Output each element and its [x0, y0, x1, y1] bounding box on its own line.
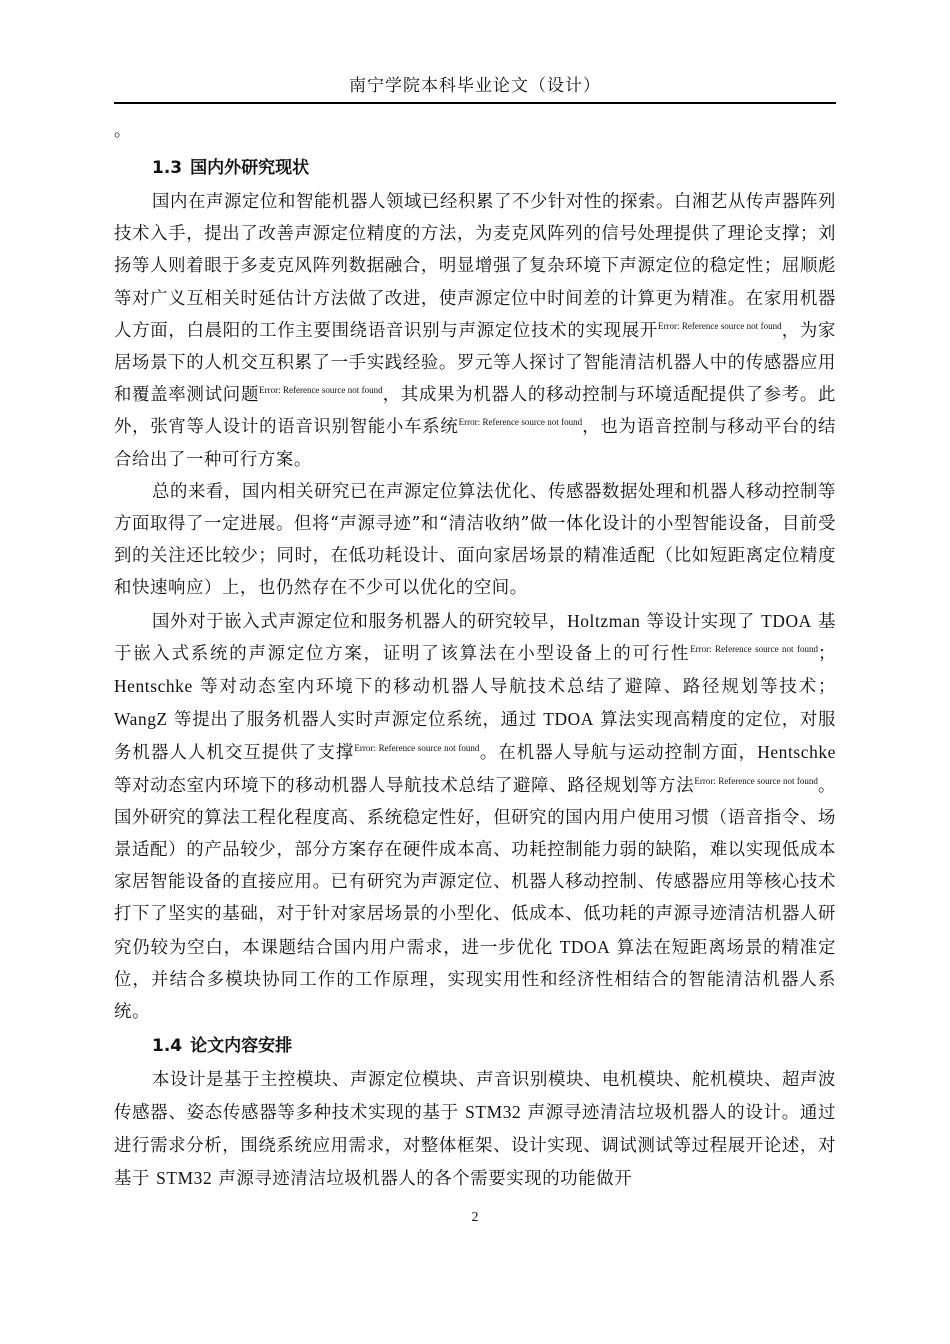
- previous-page-continuation: 。: [114, 121, 131, 141]
- text-run: Hentschke: [114, 676, 193, 697]
- section-heading-1-4: [114, 1028, 836, 1064]
- text-run: 算法实现高精度的定位，对服务机器人人机交互提供了支撑: [114, 710, 836, 764]
- paragraph-domestic-summary: 总的来看，国内相关研究已在声源定位算法优化、传感器数据处理和机器人移动控制等方面取得了一定进展。但将“声源寻迹”和“清洁收纳”做一体化设计的小型智能设备，目前受到的关注还比较少；同时，在低功耗设计、面向家居场景的精准适配（比如短距离定位精度和快速响应）上，也仍然存在不少可以优化的空间。: [114, 481, 836, 599]
- paragraph-foreign-research: [114, 605, 836, 1029]
- page-header-title: 南宁学院本科毕业论文（设计）: [349, 76, 601, 96]
- text-run: STM32: [156, 1167, 213, 1188]
- text-run: 基于嵌入式系统的声源定位方案，证明了该算法在小型设备上的可行性: [114, 611, 837, 664]
- section-number: 1.3: [152, 158, 183, 178]
- text-run: 国外对于嵌入式声源定位和服务机器人的研究较早，: [152, 611, 568, 632]
- section-title: 论文内容安排: [190, 1036, 293, 1057]
- reference-error-marker[interactable]: Error: Reference source not found: [694, 775, 818, 786]
- text-run: ，也为语音控制与移动平台的结合给出了一种可行方案。: [114, 417, 837, 470]
- text-run: 声源寻迹清洁垃圾机器人的各个需要实现的功能做开: [212, 1168, 633, 1189]
- text-run: Holtzman: [567, 610, 641, 631]
- text-run: 算法在短距离场景的精准定位，并结合多模块协同工作的工作原理，实现实用性和经济性相结合的智能清洁机器人系统。: [114, 937, 836, 1023]
- section-number: 1.4: [152, 1036, 183, 1057]
- text-run: 本设计是基于主控模块、声源定位模块、声音识别模块、电机模块、舵机模块、超声波传感器、姿态传感器等多种技术实现的基于: [114, 1070, 836, 1124]
- document-body: [114, 112, 836, 1195]
- text-run: 。在机器人导航与运动控制方面，: [479, 743, 758, 764]
- text-run: 。国外研究的算法工程化程度高、系统稳定性好，但研究的国内用户使用习惯（语音指令、场景适配）的产品较少，部分方案存在硬件成本高、功耗控制能力弱的缺陷，难以实现低成本家居智能设备的直接应用。已有研究为声源定位、机器人移动控制、传感器应用等核心技术打下了坚实的基础，对于针对家居场景的小型化、低成本、低功耗的声源寻迹清洁机器人研究仍较为空白，本课题结合国内用户需求，进一步优化: [114, 775, 836, 958]
- text-run: TDOA: [761, 610, 812, 631]
- paragraph-thesis-outline: [114, 1064, 836, 1195]
- text-run: 等对动态室内环境下的移动机器人导航技术总结了避障、路径规划等技术；: [192, 677, 836, 698]
- page-number: 2: [471, 1210, 479, 1225]
- text-run: ，其成果为机器人的移动控制与环境适配提供了参考。此外，张宵等人设计的语音识别智能小车系统: [114, 385, 836, 438]
- paragraph-domestic-research: [114, 186, 836, 476]
- header-divider: [114, 102, 836, 104]
- text-run: ；: [818, 643, 836, 664]
- text-run: STM32: [465, 1102, 522, 1123]
- text-run: 国内在声源定位和智能机器人领域已经积累了不少针对性的探索。白湘艺从传声器阵列技术入手，提出了改善声源定位精度的方法，为麦克风阵列的信号处理提供了理论支撑；刘扬等人则着眼于多麦克风阵列数据融合，明显增强了复杂环境下声源定位的稳定性；屈顺彪等对广义互相关时延估计方法做了改进，使声源定位中时间差的计算更为精准。在家用机器人方面，白晨阳的工作主要围绕语音识别与声源定位技术的实现展开: [114, 192, 836, 341]
- reference-error-marker[interactable]: Error: Reference source not found: [354, 743, 480, 754]
- reference-error-marker[interactable]: Error: Reference source not found: [259, 385, 383, 396]
- section-heading-1-3: [114, 150, 836, 186]
- text-run: TDOA: [559, 936, 611, 957]
- reference-error-marker[interactable]: Error: Reference source not found: [458, 417, 583, 428]
- reference-error-marker[interactable]: Error: Reference source not found: [690, 643, 818, 654]
- text-run: 等设计实现了: [640, 611, 762, 632]
- text-run: WangZ: [114, 709, 168, 730]
- section-title: 国内外研究现状: [190, 158, 310, 178]
- text-run: 等提出了服务机器人实时声源定位系统，通过: [167, 710, 544, 731]
- text-run: 等对动态室内环境下的移动机器人导航技术总结了避障、路径规划等方法: [114, 775, 695, 796]
- text-run: Hentschke: [757, 742, 836, 763]
- text-run: ，为家居场景下的人机交互积累了一手实践经验。罗元等人探讨了智能清洁机器人中的传感器应用和覆盖率测试问题: [114, 320, 836, 406]
- text-run: 声源寻迹清洁垃圾机器人的设计。通过进行需求分析，围绕系统应用需求，对整体框架、设计实现、调试测试等过程展开论述，对基于: [114, 1103, 836, 1189]
- reference-error-marker[interactable]: Error: Reference source not found: [658, 320, 782, 331]
- text-run: TDOA: [543, 709, 594, 730]
